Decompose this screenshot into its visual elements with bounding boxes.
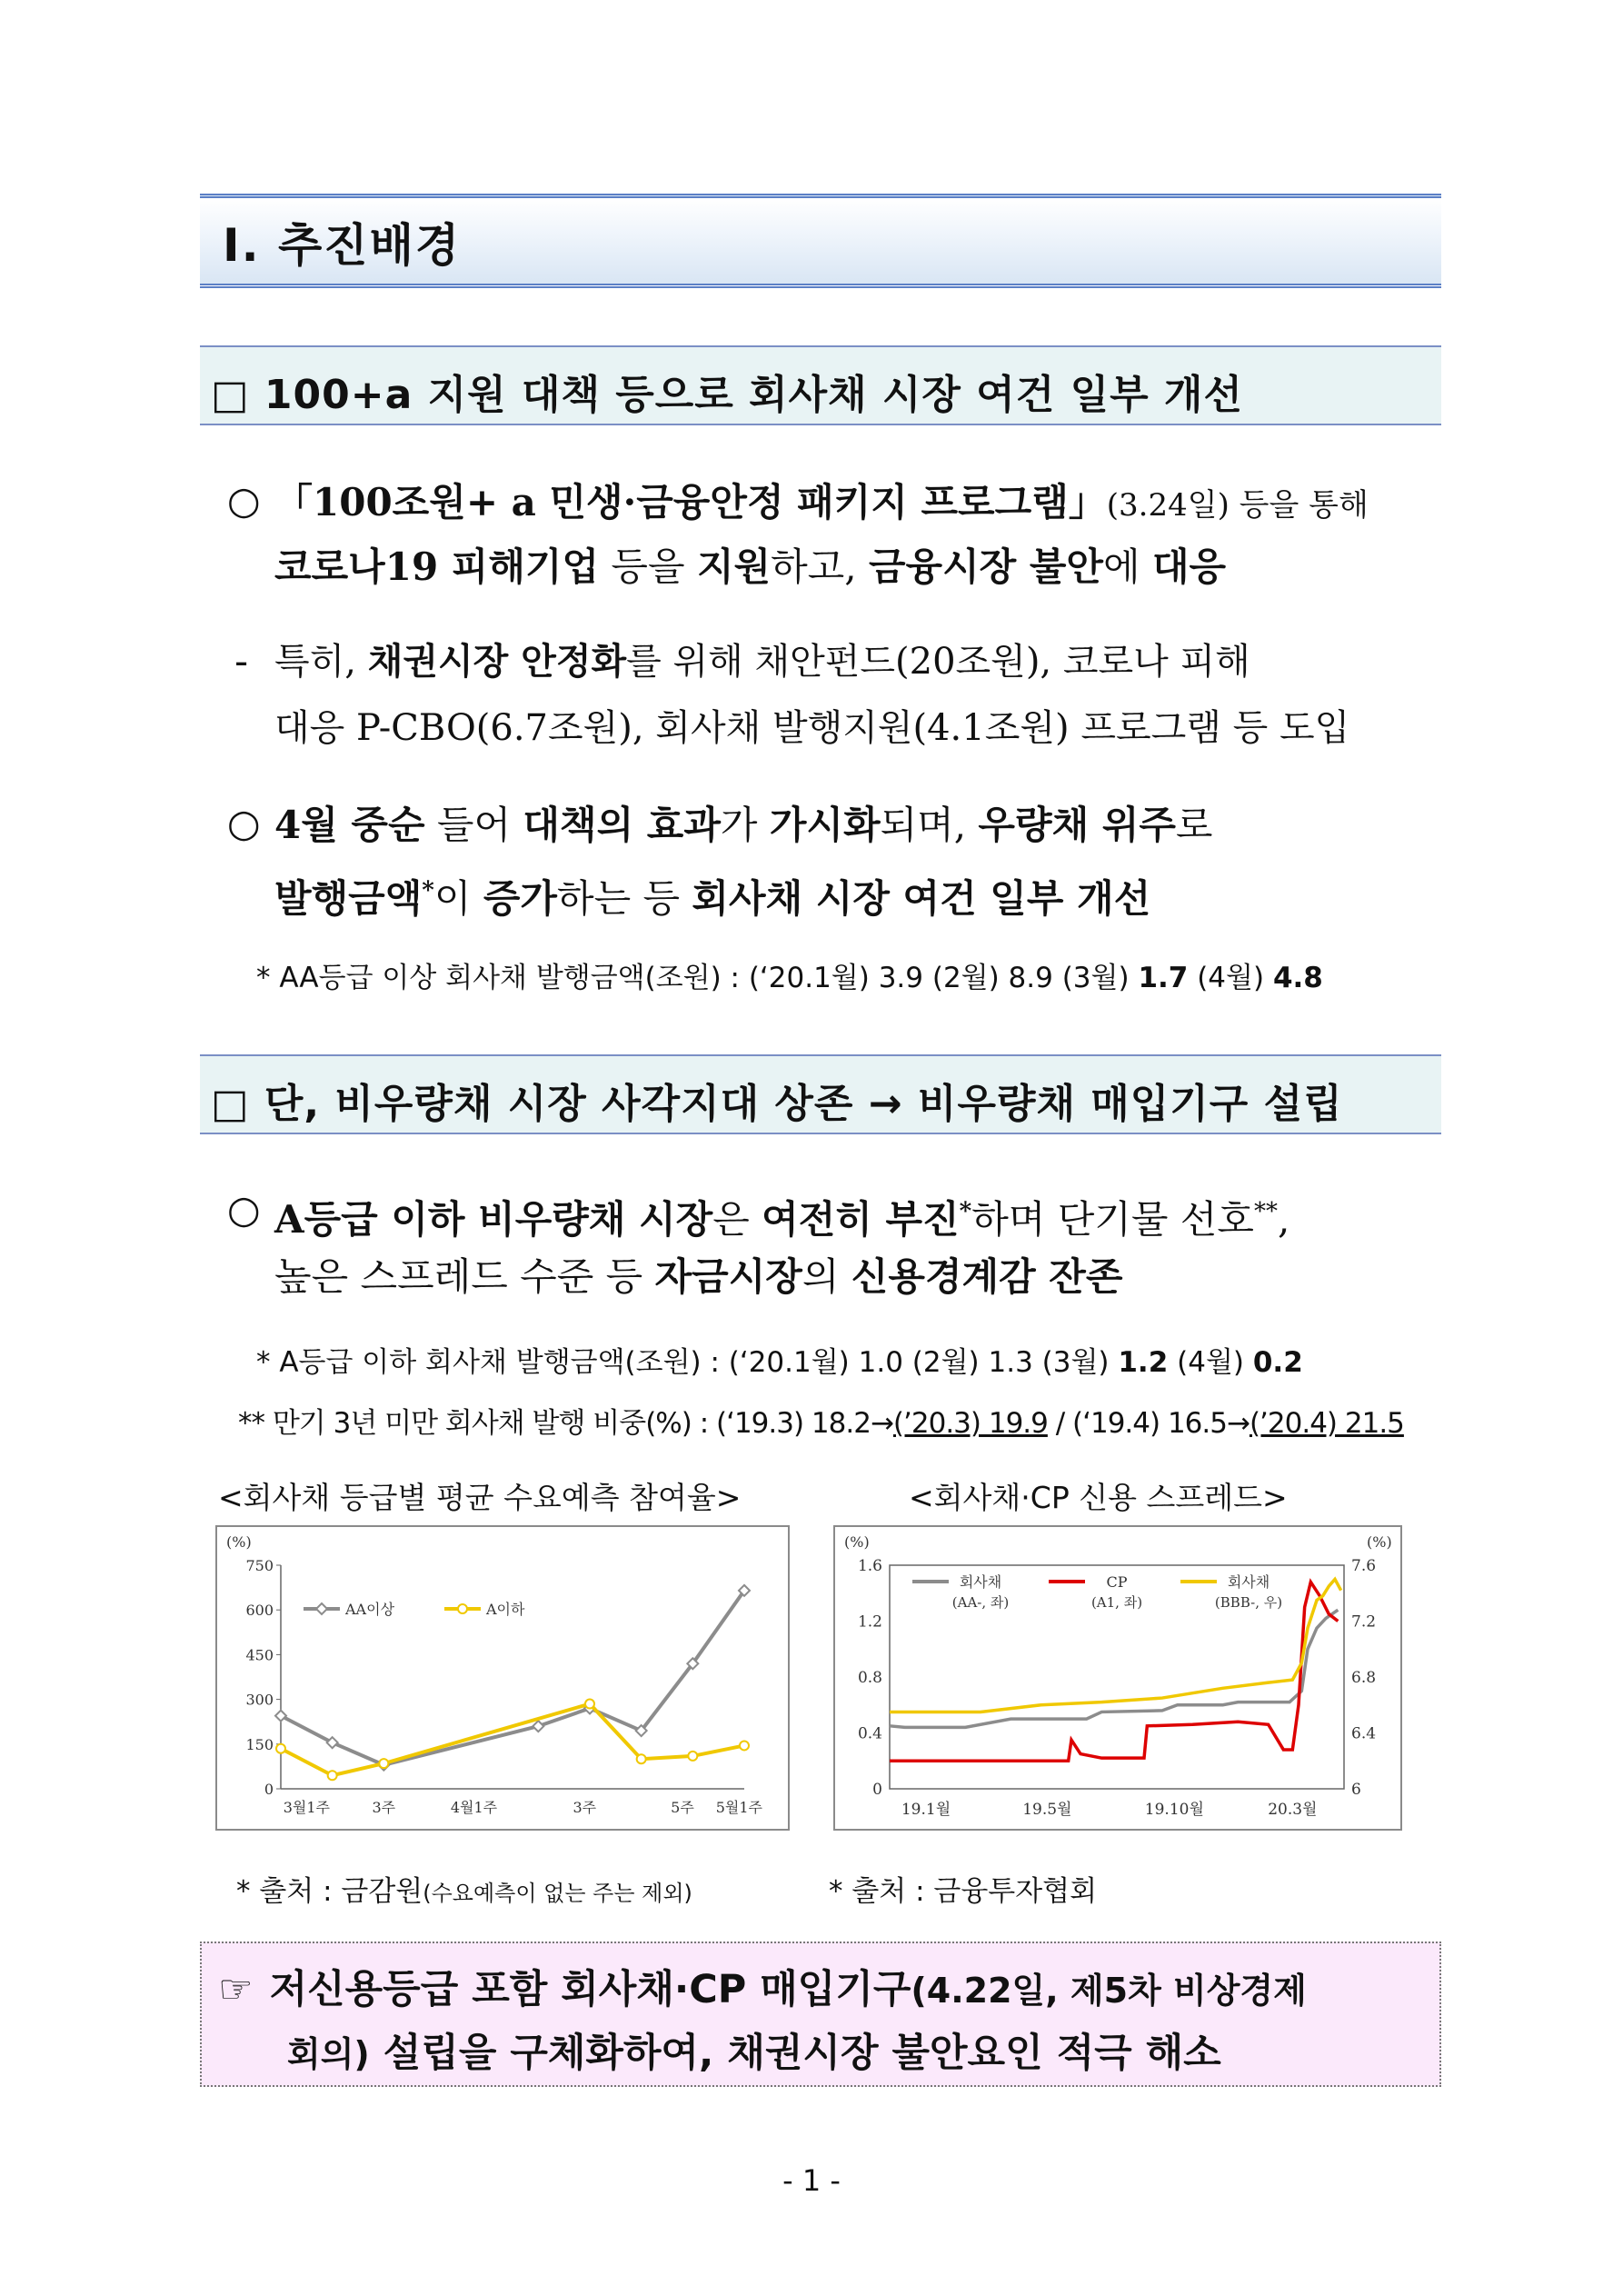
legend-label: 회사채 [1227,1573,1270,1591]
right-chart-caption: <회사채·CP 신용 스프레드> [909,1480,1288,1515]
page-number: - 1 - [782,2163,841,2198]
pointing-hand-icon: ☞ [218,1967,254,2012]
left-chart-caption: <회사채 등급별 평균 수요예측 참여율> [218,1480,742,1515]
data-point [740,1741,749,1750]
emphasis-text: 1.7 [1138,962,1189,994]
data-point [637,1754,646,1763]
x-tick-label: 5주 [671,1799,694,1816]
y-tick-label: 600 [245,1602,274,1620]
emphasis-text: 코로나19 피해기업 [274,544,600,589]
underlined-text: (’20.3) 19.9 [892,1407,1048,1440]
emphasis-text: 가시화 [769,803,881,847]
emphasis-text: 설립을 구체화하여, 채권시장 불안요인 적극 해소 [369,2031,1221,2076]
right-unit-label: (%) [1367,1533,1392,1551]
plain-text: , [1277,1197,1290,1242]
callout-line2 [287,2022,1221,2078]
section1-heading: □ 100+a 지원 대책 등으로 회사채 시장 여건 일부 개선 [211,372,1243,418]
series-line-a-below [281,1704,744,1776]
plain-text: 들어 [424,803,523,847]
y-tick-label: 450 [245,1646,274,1664]
emphasis-text: 채권시장 안정화 [367,640,627,683]
emphasis-text: 자금시장 [654,1254,802,1299]
plain-text: ** 만기 3년 미만 회사채 발행 비중(%) : (‘19.3) 18.2→ [238,1407,893,1440]
left-chart-source [236,1868,692,1909]
emphasis-text: 회사채 시장 여건 일부 개선 [692,876,1151,921]
y-tick-label: 150 [245,1735,274,1753]
plain-text: 특히, [274,641,368,683]
plain-text: 가 [720,803,770,847]
plain-text: (수요예측이 없는 주는 제외) [423,1881,692,1906]
y-right-tick-label: 7.2 [1351,1612,1377,1632]
callout-line1 [218,1959,1307,2014]
x-tick-label: 19.10월 [1144,1801,1204,1819]
emphasis-text: 금융시장 불안 [868,544,1104,589]
section2-heading: □ 단, 비우량채 시장 사각지대 상존 → 비우량채 매입기구 설립 [211,1081,1343,1127]
emphasis-text: 지원 [696,544,772,589]
emphasis-text: 발행금액 [274,876,423,921]
y-right-tick-label: 7.6 [1351,1557,1377,1575]
plain-text: 를 위해 채안펀드(20조원), 코로나 피해 [626,641,1250,683]
y-tick-label: 0 [264,1781,274,1798]
y-left-tick-label: 1.6 [857,1557,882,1575]
data-point [328,1771,337,1780]
left-unit-label: (%) [844,1533,870,1551]
y-right-tick-label: 6.4 [1351,1724,1377,1743]
x-tick-label: 3월1주 [283,1799,330,1816]
plain-text: (3.24일) 등을 통해 [1106,487,1369,524]
footnote-marker: * [422,877,434,904]
data-point [688,1752,697,1761]
plain-text: 되며, [880,803,979,847]
emphasis-text: 0.2 [1252,1346,1303,1379]
y-left-tick-label: 0.8 [857,1669,882,1687]
section2-bullet1-line1 [274,1186,1289,1245]
legend-label: CP [1106,1573,1128,1591]
y-left-tick-label: 1.2 [857,1612,882,1632]
emphasis-text: 증가 [483,876,557,921]
y-tick-label: 300 [245,1691,274,1709]
footnote-marker: ** [1253,1198,1278,1225]
plain-text: 로 [1175,803,1213,847]
data-point [276,1744,285,1753]
legend-label: 회사채 [959,1573,1002,1591]
section1-footnote [256,954,1323,995]
plain-text: 등을 [599,544,697,589]
x-tick-label: 19.1월 [901,1801,951,1819]
emphasis-text: 1.2 [1118,1346,1169,1379]
plain-text: / (‘19.4) 16.5→ [1047,1407,1250,1440]
y-right-tick-label: 6 [1351,1781,1361,1799]
x-tick-label: 20.3월 [1268,1801,1318,1819]
plain-text: 에 [1103,544,1152,589]
x-tick-label: 3주 [372,1799,396,1816]
y-left-tick-label: 0 [872,1781,882,1799]
legend-sublabel: (AA-, 좌) [951,1594,1010,1611]
x-tick-label: 3주 [573,1799,597,1816]
plain-text: 높은 스프레드 수준 등 [274,1254,655,1299]
plain-text: 의 [802,1254,851,1299]
emphasis-text: A등급 이하 비우량채 시장 [274,1197,713,1242]
legend-sublabel: (BBB-, 우) [1214,1594,1283,1611]
plain-text: 하며 단기물 선호 [971,1197,1254,1242]
section1-bullet1-line1 [274,477,1369,531]
section2-footnote1 [256,1339,1303,1380]
plain-text: * 출처 : 금감원 [236,1875,423,1908]
x-tick-label: 4월1주 [450,1799,498,1816]
section2-footnote2 [238,1400,1404,1441]
emphasis-text: 대응 [1151,544,1227,589]
section1-bullet2-line1 [274,800,1212,851]
credit-spread-chart [833,1525,1402,1831]
y-unit-label: (%) [226,1533,252,1551]
dash-marker: - [234,639,249,684]
legend-sublabel: (A1, 좌) [1090,1594,1143,1611]
footnote-marker: * [959,1198,972,1225]
plain-text: * AA등급 이상 회사채 발행금액(조원) : (‘20.1월) 3.9 (2월) 8.9 (3월) [256,962,1139,994]
x-tick-label: 19.5월 [1022,1801,1072,1819]
plain-text: (4월) [1168,1346,1253,1379]
emphasis-text: 신용경계감 잔존 [851,1254,1123,1299]
y-left-tick-label: 0.4 [857,1724,882,1743]
section1-bullet1-line2 [274,542,1226,593]
right-chart-source: * 출처 : 금융투자협회 [829,1875,1098,1908]
legend-marker [458,1604,467,1613]
emphasis-text: 4월 중순 [274,803,425,847]
data-point [379,1759,388,1768]
bullet-marker: ○ [227,478,261,523]
emphasis-text: 「100조원+ a 민생·금융안정 패키지 프로그램」 [274,480,1107,524]
plain-text: 이 [433,876,483,921]
emphasis-text: 저신용등급 포함 회사채·CP 매입기구 [269,1967,911,2012]
plain-text: 은 [712,1197,762,1242]
plain-text: * A등급 이하 회사채 발행금액(조원) : (‘20.1월) 1.0 (2월) 1.3 (3월) [256,1346,1119,1379]
section1-bullet2-line2 [274,865,1150,924]
emphasis-text: 4.8 [1272,962,1323,994]
y-right-tick-label: 6.8 [1351,1669,1377,1687]
legend-label: A이하 [486,1601,525,1618]
page-title: Ⅰ. 추진배경 [223,219,462,272]
data-point [533,1721,543,1732]
plain-text: 회의) [287,2034,370,2074]
section1-sub-line2: 대응 P-CBO(6.7조원), 회사채 발행지원(4.1조원) 프로그램 등 도입 [274,707,1350,749]
y-tick-label: 750 [245,1557,274,1574]
emphasis-text: 대책의 효과 [523,803,721,847]
plain-text: (4.22일, 제5차 비상경제 [911,1971,1307,2011]
emphasis-text: 여전히 부진 [762,1197,960,1242]
emphasis-text: 우량채 위주 [978,803,1176,847]
underlined-text: (’20.4) 21.5 [1249,1407,1404,1440]
legend-marker [316,1603,327,1614]
plain-text: 하고, [771,544,869,589]
legend-label: AA이상 [345,1601,395,1618]
bullet-marker: ○ [227,801,261,845]
section1-sub-line1 [274,636,1250,687]
bullet-marker: ○ [227,1187,261,1232]
demand-participation-chart [215,1525,790,1831]
series-line-corp-aa [890,1610,1338,1727]
plain-text: (4월) [1188,962,1273,994]
x-tick-label: 5월1주 [715,1799,762,1816]
section2-bullet1-line2 [274,1252,1122,1303]
data-point [585,1700,594,1709]
plain-text: 하는 등 [557,876,692,921]
